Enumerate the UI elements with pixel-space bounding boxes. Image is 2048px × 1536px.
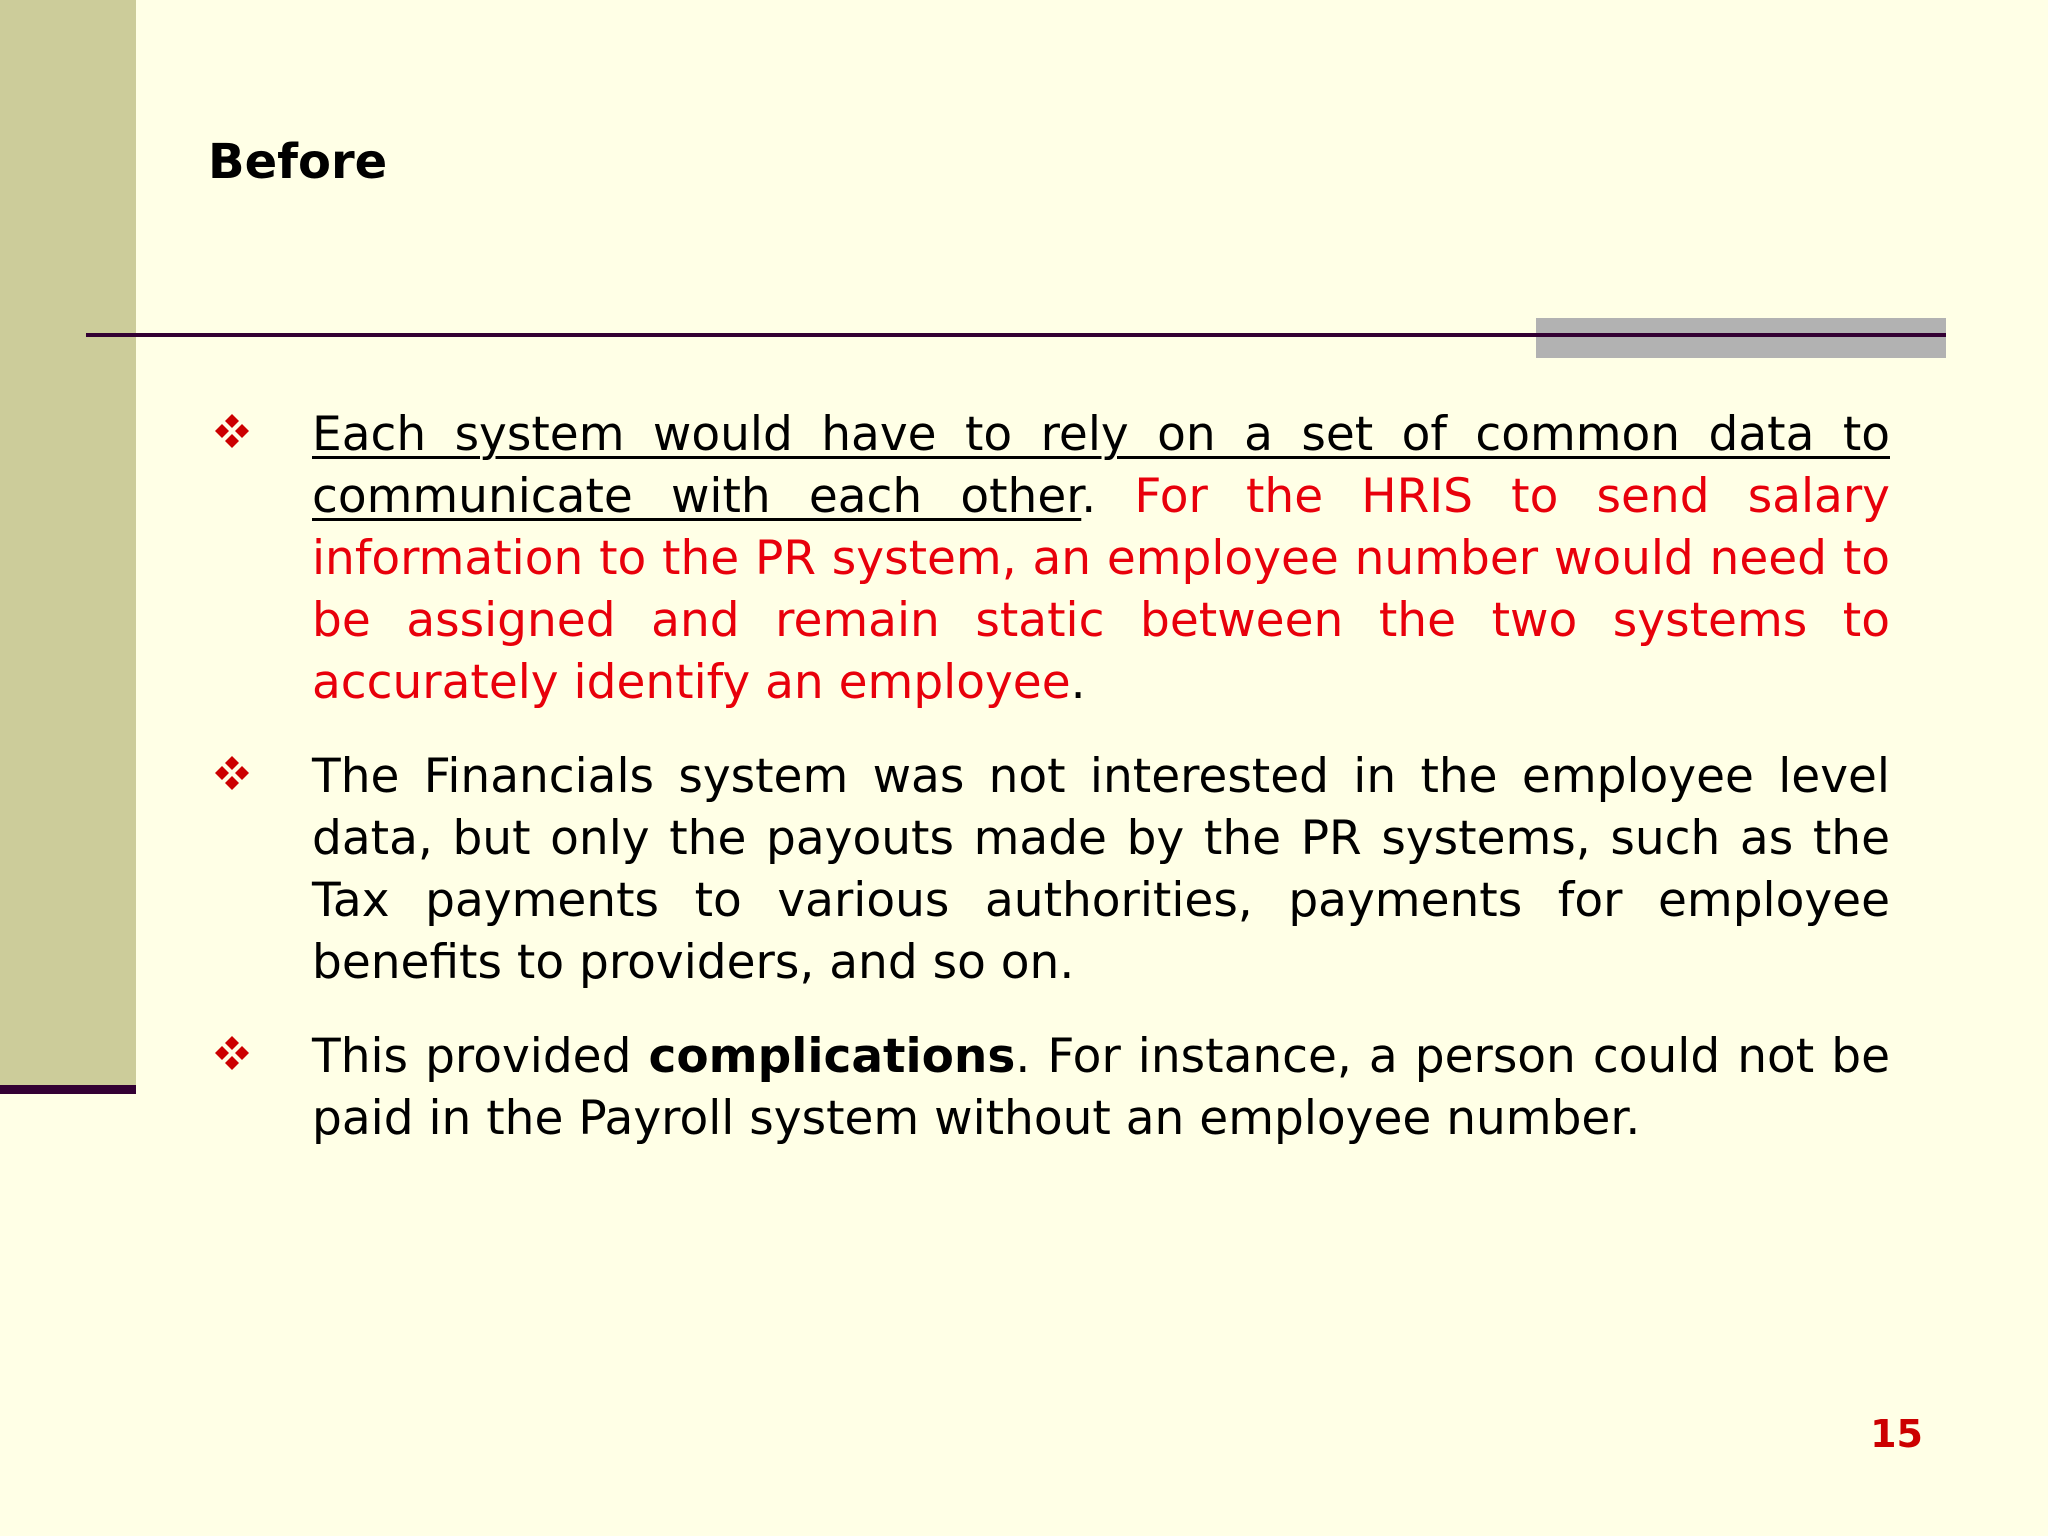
bullet-item-financials xyxy=(208,746,1890,994)
bullet-item-complications xyxy=(208,1026,1890,1150)
title-separator-accent xyxy=(1536,318,1946,358)
title-separator-accent-line xyxy=(1536,333,1946,337)
left-decorative-band xyxy=(0,0,136,1085)
bullet-one-final-period: . xyxy=(1070,655,1086,710)
four-diamond-bullet-icon xyxy=(214,755,250,791)
complications-bold-text: complications xyxy=(648,1029,1016,1084)
complications-remaining-text: . For instance, a person could not be paid in the Payroll system without an employee number. xyxy=(312,1029,1890,1146)
four-diamond-bullet-icon xyxy=(214,1035,250,1071)
left-band-bottom-rule xyxy=(0,1085,136,1094)
four-diamond-bullet-icon xyxy=(214,413,250,449)
page-number: 15 xyxy=(1870,1412,1923,1456)
bullet-list xyxy=(208,404,1890,1182)
bullet-item-common-data xyxy=(208,404,1890,714)
financials-bullet-text: The Financials system was not interested in the employee level data, but only the payouts made by the PR systems, such as the Tax payments to various authorities, payments for employee benefits to providers, and so on. xyxy=(312,749,1890,990)
complications-lead-text: This provided xyxy=(312,1029,649,1084)
underlined-common-data-text: Each system would have to rely on a set of common data to communicate with each other xyxy=(312,407,1890,524)
bullet-one-period: . xyxy=(1081,469,1097,524)
red-hris-explanation: For the HRIS to send salary information to the PR system, an employee number would need to be assigned and remain static between the two systems to accurately identify an employee xyxy=(312,469,1891,710)
slide-title: Before xyxy=(208,134,388,190)
